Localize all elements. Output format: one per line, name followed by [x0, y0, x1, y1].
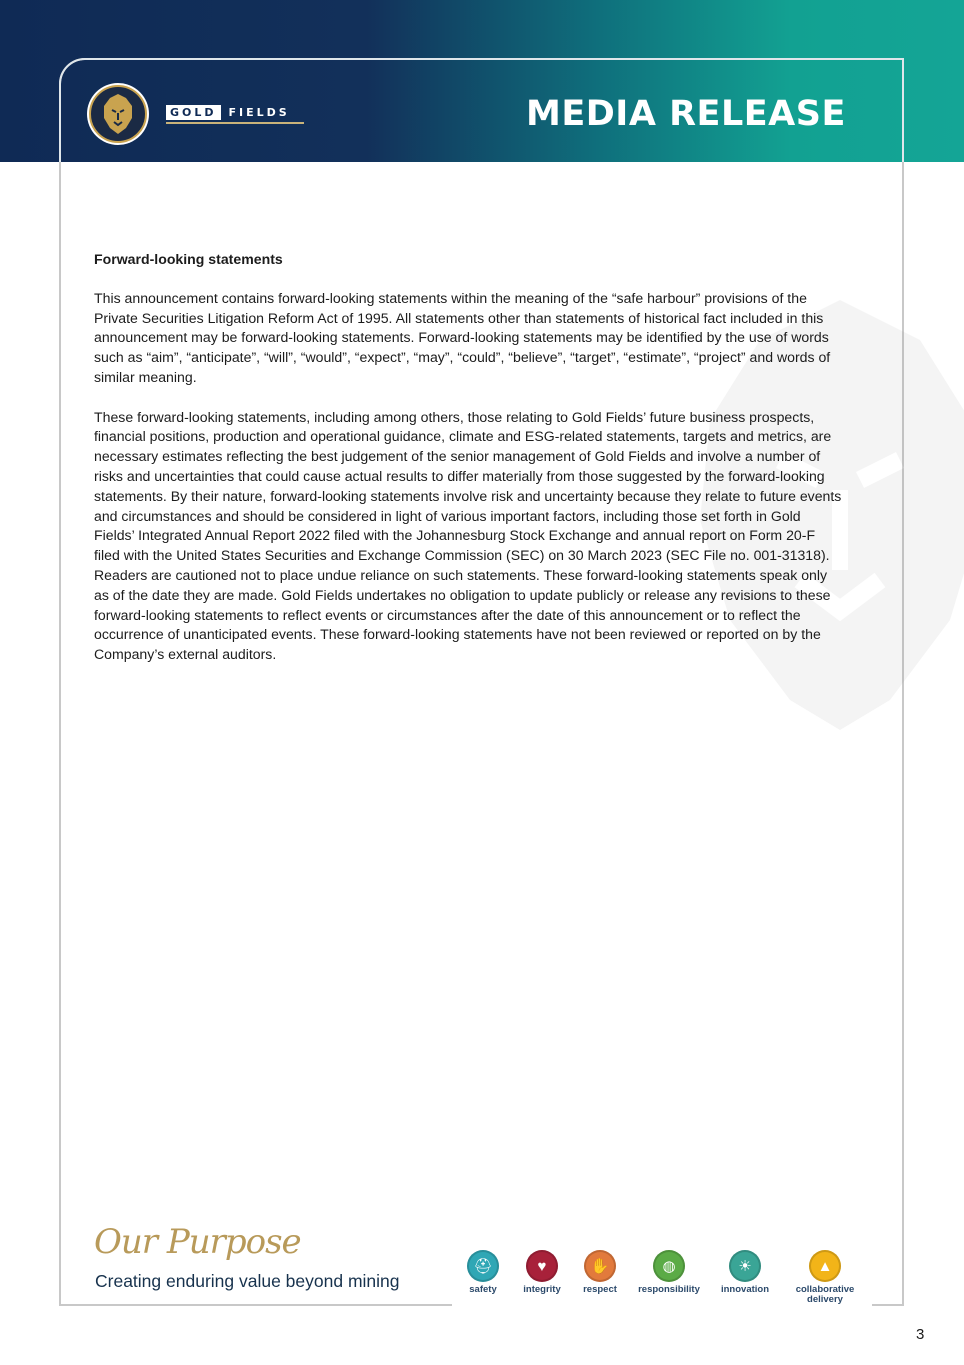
values-row: [460, 1250, 870, 1310]
value-respect: [560, 1250, 640, 1295]
brand-gold-text: GOLD: [166, 105, 221, 120]
purpose-script: Our Purpose: [94, 1222, 301, 1262]
lion-emblem-icon: [86, 82, 150, 146]
purpose-tagline: Creating enduring value beyond mining: [95, 1271, 400, 1291]
value-label: collaborative delivery: [795, 1284, 855, 1305]
heart-hands-icon: ♥: [526, 1250, 558, 1282]
value-innovation: [705, 1250, 785, 1295]
gold-bars-icon: ▲: [809, 1250, 841, 1282]
value-label: respect: [583, 1284, 617, 1295]
hard-hat-icon: ⛑: [467, 1250, 499, 1282]
value-label: responsibility: [638, 1284, 700, 1295]
paragraph-intro: This announcement contains forward-looking statements within the meaning of the “safe harbour” provisions of the Private Securities Litigation Reform Act of 1995. All statements other than statements of historical fact included in this announcement may be forward-looking statements. Forward-looking statements may be identified by the use of words such as “aim”, “anticipate”, “will”, “would”, “expect”, “may”, “could”, “believe”, “target”, “estimate”, “project” and words of similar meaning.: [94, 289, 831, 385]
value-label: innovation: [720, 1284, 770, 1295]
brand-underline: [166, 122, 304, 124]
value-label: safety: [469, 1284, 497, 1295]
brand-fields-text: FIELDS: [228, 105, 290, 119]
page-title: MEDIA RELEASE: [526, 94, 846, 134]
value-collaborative-delivery: [785, 1250, 865, 1305]
brand-wordmark: [166, 104, 290, 120]
paragraph-details: These forward-looking statements, including among others, those relating to Gold Fields’ future business prospects, financial positions, production and operational guidance, climate and ESG-related statements, targets and metrics, are necessary estimates reflecting the best judgement of the senior management of Gold Fields and involve a number of risks and uncertainties that could cause actual results to differ materially from those suggested by the forward-looking statements. By their nature, forward-looking statements involve risk and uncertainty because they relate to future events and circumstances and should be considered in light of various important factors, including those set forth in Gold Fields’ Integrated Annual Report 2022 filed with the Johannesburg Stock Exchange and annual report on Form 20-F filed with the United States Securities and Exchange Commission (SEC) on 30 March 2023 (SEC File no. 001-31318). Readers are cautioned not to place undue reliance on such statements. These forward-looking statements speak only as of the date they are made. Gold Fields undertakes no obligation to update publicly or release any revisions to these forward-looking statements to reflect events or circumstances after the date of this announcement or to reflect the occurrence of unanticipated events. These forward-looking statements have not been reviewed or reported on by the Company’s external auditors.: [94, 408, 842, 663]
value-label: integrity: [523, 1284, 561, 1295]
section-heading: Forward-looking statements: [94, 251, 283, 267]
handshake-icon: ✋: [584, 1250, 616, 1282]
lightbulb-icon: ☀: [729, 1250, 761, 1282]
page-number: 3: [916, 1326, 925, 1343]
value-responsibility: [629, 1250, 709, 1295]
statement-body: [94, 250, 844, 685]
globe-icon: ◍: [653, 1250, 685, 1282]
